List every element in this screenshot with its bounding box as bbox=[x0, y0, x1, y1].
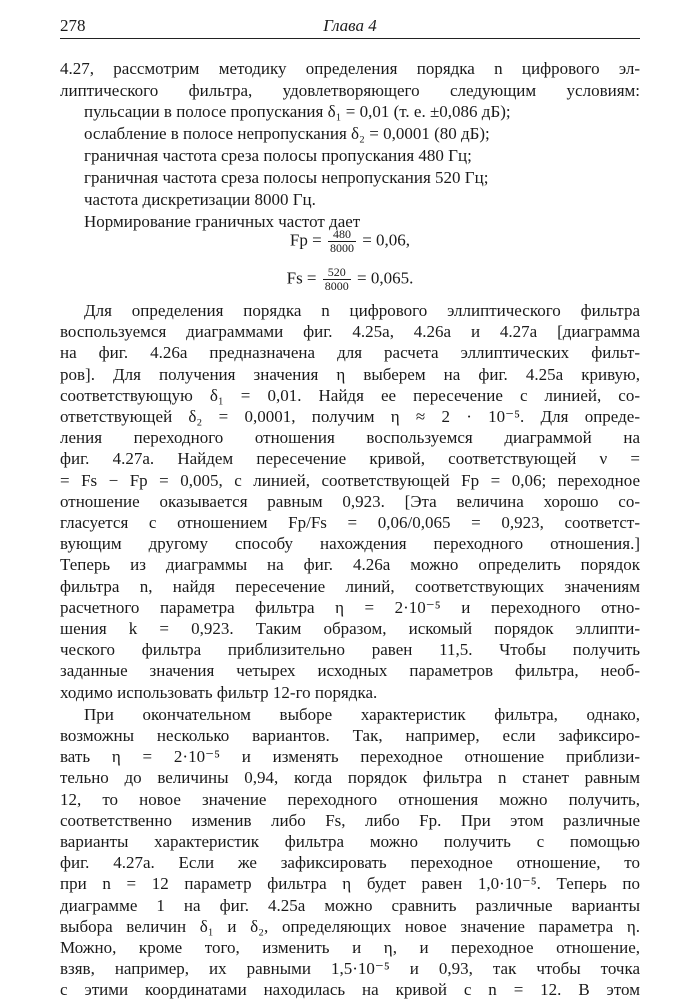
text-line: фильтра n, найдя пересечение линий, соответствующих значениям bbox=[60, 576, 640, 596]
text-line: возможны несколько вариантов. Так, например, если зафиксиро- bbox=[60, 726, 640, 745]
text-line: шения k = 0,923. Таким образом, искомый порядок эллипти- bbox=[60, 619, 640, 638]
normalization-intro: Нормирование граничных частот дает bbox=[84, 212, 361, 231]
page-header bbox=[60, 14, 640, 39]
formula-fs-denominator: 8000 bbox=[324, 279, 349, 293]
text-line: фиг. 4.27а. Найдем пересечение кривой, соответствующей ν = bbox=[60, 449, 640, 469]
text-line: вующим другому способу нахождения переходного отношения.] bbox=[60, 534, 640, 554]
formula-fs-fraction bbox=[323, 266, 351, 293]
formula-fs-numerator: 520 bbox=[323, 266, 351, 280]
formula-fp-rhs: = 0,06, bbox=[362, 230, 411, 250]
text-line: ров]. Для получения значения η выберем на фиг. 4.25а кривую, bbox=[60, 364, 640, 384]
text-line: отношение оказывается равным 0,923. [Эта величина хорошо со- bbox=[60, 491, 640, 511]
formula-fp-fraction bbox=[328, 228, 356, 255]
page-number: 278 bbox=[60, 16, 86, 35]
text-line: ходимо использовать фильтр 12-го порядка. bbox=[60, 682, 378, 702]
text-line: 4.27, рассмотрим методику определения порядка n цифрового эл- bbox=[60, 59, 640, 78]
formula-fs bbox=[0, 266, 700, 293]
text-line: воспользуемся диаграммами фиг. 4.25а, 4.26а и 4.27а [диаграмма bbox=[60, 322, 640, 342]
text-line: варианты характеристик фильтра можно получить с помощью bbox=[60, 832, 640, 851]
text-line: взяв, например, их равными 1,5·10⁻⁵ и 0,93, так чтобы точка bbox=[60, 959, 640, 979]
text-line: Можно, кроме того, изменить и η, и переходное отношение, bbox=[60, 938, 640, 957]
text-line: на фиг. 4.26а предназначена для расчета эллиптических фильт- bbox=[60, 343, 640, 363]
text-line: соответствующую δ₁ = 0,01. Найдя ее пересечение с линией, со- bbox=[60, 385, 640, 405]
text-line: ческого фильтра приблизительно равен 11,5. Чтобы получить bbox=[60, 640, 640, 660]
condition-line: пульсации в полосе пропускания δ₁ = 0,01 (т. е. ±0,086 дБ); bbox=[84, 102, 511, 121]
text-line: выбора величин δ₁ и δ₂, определяющих новое значение параметра η. bbox=[60, 916, 640, 936]
formula-fp-lhs: Fp = bbox=[289, 230, 322, 250]
condition-line: ослабление в полосе непропускания δ₂ = 0,0001 (80 дБ); bbox=[84, 124, 490, 143]
formula-fs-rhs: = 0,065. bbox=[357, 268, 414, 288]
formula-fp bbox=[0, 228, 700, 255]
condition-line: граничная частота среза полосы непропускания 520 Гц; bbox=[84, 168, 489, 187]
text-line: заданные значения четырех исходных параметров фильтра, необ- bbox=[60, 661, 640, 681]
text-line: гласуется с отношением Fp/Fs = 0,06/0,065 = 0,923, соответст- bbox=[60, 513, 640, 532]
text-line: = Fs − Fp = 0,005, с линией, соответствующей Fp = 0,06; переходное bbox=[60, 470, 640, 490]
formula-fp-denominator: 8000 bbox=[329, 241, 354, 255]
condition-line: частота дискретизации 8000 Гц. bbox=[84, 190, 316, 209]
text-line: тельно до величины 0,94, когда порядок фильтра n станет равным bbox=[60, 768, 640, 788]
text-line: 12, то новое значение переходного отношения можно получить, bbox=[60, 789, 640, 809]
text-line: при n = 12 параметр фильтра η будет равен 1,0·10⁻⁵. Теперь по bbox=[60, 874, 640, 894]
text-line: с этими координатами находилась на кривой с n = 12. В этом bbox=[60, 980, 640, 1000]
text-line: Для определения порядка n цифрового эллиптического фильтра bbox=[84, 301, 640, 320]
text-line: соответственно изменив либо Fs, либо Fp. При этом различные bbox=[60, 810, 640, 830]
formula-fs-lhs: Fs = bbox=[286, 268, 317, 288]
text-line: ответствующей δ₂ = 0,0001, получим η ≈ 2 · 10⁻⁵. Для опреде- bbox=[60, 407, 640, 426]
text-line: расчетного параметра фильтра η = 2·10⁻⁵ и переходного отно- bbox=[60, 597, 640, 617]
text-line: вать η = 2·10⁻⁵ и изменять переходное отношение приблизи- bbox=[60, 747, 640, 767]
text-line: ления переходного отношения воспользуемся диаграммой на bbox=[60, 428, 640, 448]
formula-fp-numerator: 480 bbox=[328, 228, 356, 242]
text-line: При окончательном выборе характеристик фильтра, однако, bbox=[84, 704, 640, 724]
text-line: Теперь из диаграммы на фиг. 4.26а можно определить порядок bbox=[60, 555, 640, 575]
condition-line: граничная частота среза полосы пропускания 480 Гц; bbox=[84, 146, 472, 165]
text-line: фиг. 4.27а. Если же зафиксировать переходное отношение, то bbox=[60, 853, 640, 873]
text-line: липтического фильтра, удовлетворяющего следующим условиям: bbox=[60, 81, 640, 100]
chapter-title: Глава 4 bbox=[323, 16, 377, 35]
text-line: диаграмме 1 на фиг. 4.25а можно сравнить различные варианты bbox=[60, 895, 640, 915]
